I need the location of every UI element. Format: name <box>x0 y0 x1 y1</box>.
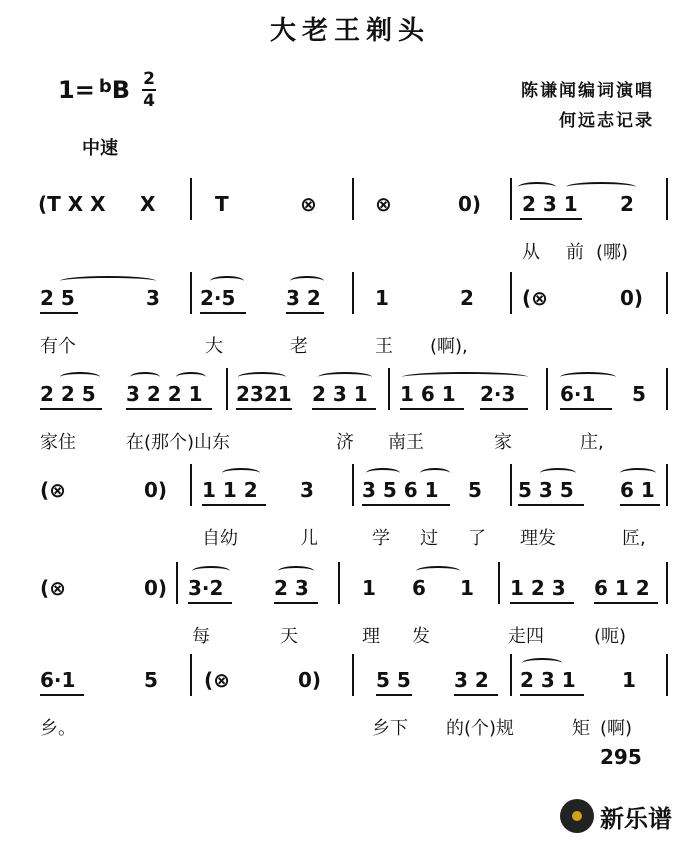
flat-sign: b <box>98 76 112 97</box>
recorder-credit: 何远志记录 <box>559 111 654 131</box>
lyric: 在(那个)山东 <box>126 432 231 453</box>
lyric: 的(个)规 <box>446 718 515 739</box>
note-group: 1 <box>460 576 474 600</box>
note-group: 2 3 1 <box>522 192 578 216</box>
lyric: 乡下 <box>372 718 408 739</box>
page-number: 295 <box>600 745 642 769</box>
lyric: 发 <box>412 626 430 647</box>
lyric: (啊) <box>600 718 633 739</box>
score-system-5 <box>0 562 700 658</box>
time-signature <box>142 70 156 110</box>
lyric: 每 <box>192 626 210 647</box>
lyric: 南王 <box>388 432 424 453</box>
note-group: 0) <box>144 478 168 502</box>
vinyl-record-icon <box>560 799 594 833</box>
note-group: 3 2 <box>454 668 489 692</box>
key-prefix: 1= <box>58 76 95 104</box>
lyric: 理发 <box>520 528 556 549</box>
lyric: 乡。 <box>40 718 76 739</box>
lyric: 从 <box>522 242 540 263</box>
note-group: 2 <box>620 192 634 216</box>
note-group: 1 2 3 <box>510 576 566 600</box>
score-system-4 <box>0 464 700 560</box>
time-sig-bottom: 4 <box>143 91 155 111</box>
note-group: 2·5 <box>200 286 236 310</box>
note-group: 3 <box>300 478 314 502</box>
note-group: 5 <box>468 478 482 502</box>
note-group: (⊗ <box>40 576 66 600</box>
note-group: 0) <box>458 192 482 216</box>
lyric: 自幼 <box>202 528 238 549</box>
note-group: 3 2 2 1 <box>126 382 203 406</box>
lyric: 矩 <box>572 718 590 739</box>
time-sig-top: 2 <box>143 69 155 89</box>
lyric: (呃) <box>594 626 627 647</box>
note-group: (⊗ <box>40 478 66 502</box>
lyric: 了 <box>468 528 486 549</box>
tempo-marking: 中速 <box>82 138 118 159</box>
lyric: (哪) <box>596 242 629 263</box>
note-group: (T X X <box>38 192 106 216</box>
note-group: 5 3 5 <box>518 478 574 502</box>
note-group: 1 <box>362 576 376 600</box>
note-group: T <box>215 192 229 216</box>
note-group: 1 1 2 <box>202 478 258 502</box>
note-group: 3 2 <box>286 286 321 310</box>
score-system-3 <box>0 368 700 464</box>
lyric: 有个 <box>40 336 76 357</box>
note-group: 1 <box>622 668 636 692</box>
lyric: 儿 <box>300 528 318 549</box>
lyric: 大 <box>205 336 223 357</box>
note-group: 6·1 <box>560 382 596 406</box>
lyric: 学 <box>372 528 390 549</box>
note-group: 2 5 <box>40 286 75 310</box>
note-group: 6 <box>412 576 426 600</box>
note-group: 3·2 <box>188 576 224 600</box>
note-group: 2321 <box>236 382 292 406</box>
lyric: (啊), <box>430 336 468 357</box>
note-group: ⊗ <box>300 192 317 216</box>
note-group: 0) <box>298 668 322 692</box>
note-group: (⊗ <box>522 286 548 310</box>
lyric: 家 <box>494 432 512 453</box>
logo-text: 新乐谱 <box>600 804 672 833</box>
note-group: 6 1 2 <box>594 576 650 600</box>
lyric: 前 <box>566 242 584 263</box>
note-group: 3 <box>146 286 160 310</box>
note-group: 5 5 <box>376 668 411 692</box>
note-group: X <box>140 192 156 216</box>
note-group: 2 3 1 <box>312 382 368 406</box>
score-system-2 <box>0 272 700 368</box>
lyric: 家住 <box>40 432 76 453</box>
lyric: 天 <box>280 626 298 647</box>
note-group: 6·1 <box>40 668 76 692</box>
score-system-6 <box>0 654 700 750</box>
note-group: 1 6 1 <box>400 382 456 406</box>
score-system-1 <box>0 178 700 274</box>
lyricist-credit: 陈谦闻编词演唱 <box>521 81 654 101</box>
key-signature <box>58 76 130 104</box>
note-group: 6 1 <box>620 478 655 502</box>
lyric: 匠, <box>622 528 646 549</box>
note-group: 0) <box>144 576 168 600</box>
note-group: 2·3 <box>480 382 516 406</box>
lyric: 王 <box>375 336 393 357</box>
site-logo[interactable] <box>560 796 672 836</box>
lyric: 老 <box>290 336 308 357</box>
song-title: 大老王剃头 <box>269 16 430 46</box>
note-group: 5 <box>632 382 646 406</box>
note-group: (⊗ <box>204 668 230 692</box>
note-group: ⊗ <box>375 192 392 216</box>
lyric: 过 <box>420 528 438 549</box>
key-note: B <box>111 76 130 104</box>
note-group: 2 3 1 <box>520 668 576 692</box>
lyric: 庄, <box>580 432 604 453</box>
note-group: 5 <box>144 668 158 692</box>
note-group: 2 2 5 <box>40 382 96 406</box>
lyric: 走四 <box>508 626 544 647</box>
lyric: 济 <box>336 432 354 453</box>
note-group: 2 3 <box>274 576 309 600</box>
note-group: 3 5 6 1 <box>362 478 439 502</box>
note-group: 0) <box>620 286 644 310</box>
note-group: 2 <box>460 286 474 310</box>
lyric: 理 <box>362 626 380 647</box>
note-group: 1 <box>375 286 389 310</box>
